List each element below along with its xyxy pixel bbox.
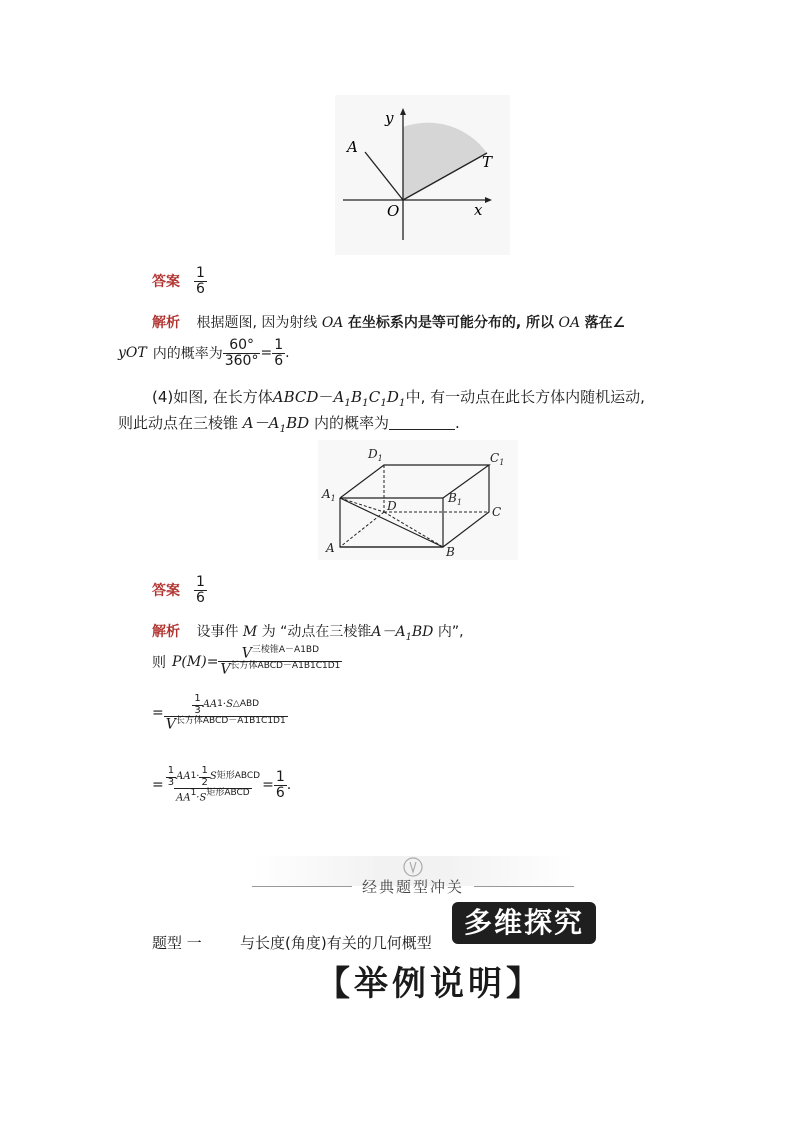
label-c: C	[492, 505, 502, 519]
question-type-label: 题型 一	[152, 934, 202, 952]
analysis-1-line2: yOT 内的概率为 $\frac{60^\circ}{360^\circ}$ = $\frac{1}{6}$ .	[118, 337, 290, 369]
label-t: T	[482, 153, 493, 171]
answer-blank	[389, 415, 455, 430]
label-a: A	[326, 541, 335, 555]
question-type-title: 与长度(角度)有关的几何概型	[240, 934, 432, 952]
label-c1: $C_1$	[490, 451, 505, 467]
analysis-1-line1: 解析 根据题图, 因为射线 OA 在坐标系内是等可能分布的, 所以 OA 落在∠	[152, 315, 626, 331]
answer-label-2: 答案	[152, 583, 180, 600]
label-x: x	[474, 201, 483, 219]
answer-1	[152, 266, 207, 296]
label-b1: $B_1$	[448, 491, 462, 507]
question-4-line1: (4)如图, 在长方体$ABCD-A_1B_1C_1D_1$中, 有一动点在此长方体内随机运动,	[152, 388, 645, 409]
label-a: A	[347, 138, 358, 156]
fraction-1-6: $\frac{1}{6}$	[274, 337, 284, 369]
question-4-line2: 则此动点在三棱锥 $A-A_1BD$ 内的概率为 .	[118, 414, 460, 435]
formula-step-2: = $\frac{1}{3}$ AA 1 ·S △ABD $V^{长方体ABCD-A1B1C1D1}$	[152, 693, 286, 733]
section-divider	[252, 856, 574, 896]
multi-dimensional-badge: 多维探究	[452, 902, 596, 944]
analysis-label: 解析	[152, 315, 180, 331]
example-title: 【举例说明】	[316, 964, 544, 1004]
coordinate-figure	[335, 95, 510, 255]
analysis-2-line1: 解析 设事件 M 为 “动点在三棱锥$A-A_1BD$ 内”,	[152, 624, 464, 643]
formula-step-1: 则 P(M) = $\frac{V^{三棱锥A-A1BD}}{V^{长方体ABCD-A1B1C1D1}}$	[152, 645, 341, 678]
answer-2	[152, 575, 207, 605]
answer-fraction-2: $\frac{1}{6}$	[196, 574, 205, 606]
divider-label: 经典题型冲关	[361, 878, 464, 896]
label-d: D	[387, 499, 397, 513]
analysis-label-2: 解析	[152, 624, 180, 640]
label-b: B	[446, 545, 455, 559]
cuboid-figure	[318, 440, 518, 560]
label-a1: $A_1$	[322, 487, 336, 503]
formula-step-3: = $\frac{1}{3}$ AA 1 · $\frac{1}{2}$ S 矩形ABCD $AA^1\cdot S^{矩形ABCD}$ = $\frac{1}{6}$ .	[152, 765, 292, 804]
fraction-60-360: $\frac{60^\circ}{360^\circ}$	[224, 337, 259, 369]
label-d1: $D_1$	[368, 447, 383, 463]
answer-label: 答案	[152, 274, 180, 291]
ornament-icon	[402, 856, 424, 878]
answer-fraction: $\frac{1}{6}$	[196, 265, 205, 297]
label-o: O	[387, 202, 400, 220]
label-y: y	[385, 109, 394, 127]
